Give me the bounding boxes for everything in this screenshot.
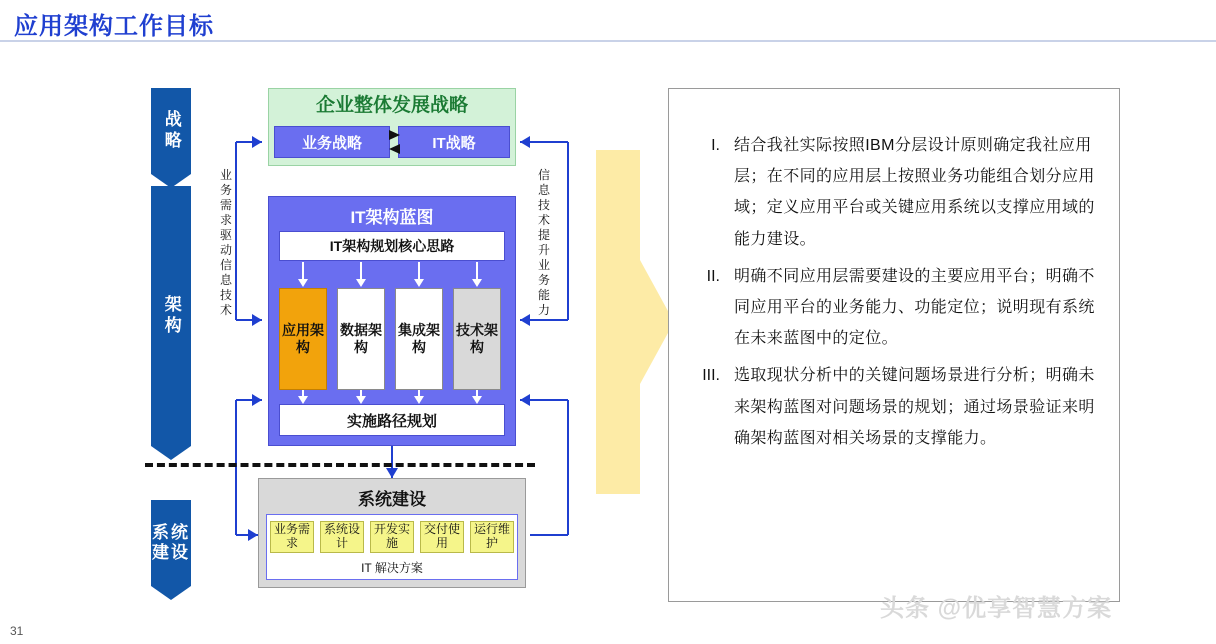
arch-connector-line: [302, 262, 304, 280]
system-construction-title: 系统建设: [358, 490, 426, 509]
arch-connector-arrow-icon: [414, 396, 424, 404]
system-step-delivery: 交付使用: [420, 521, 464, 553]
band-system: 系统建设: [151, 500, 191, 586]
strategy-box-title: 企业整体发展战略: [315, 95, 468, 116]
architecture-core-idea: IT架构规划核心思路: [279, 231, 505, 261]
arch-column-data: 数据架构: [337, 288, 385, 390]
strategy-it: IT战略: [398, 126, 510, 158]
list-item-numeral: II.: [706, 267, 720, 285]
list-item-numeral: I.: [711, 137, 720, 154]
system-step-operation: 运行维护: [470, 521, 514, 553]
strategy-bidirectional-arrows-icon: [386, 130, 402, 154]
arch-connector-arrow-icon: [472, 396, 482, 404]
side-label-left: 业务需求驱动信息技术: [219, 168, 232, 317]
arrow-right-icon: [389, 130, 400, 140]
arch-connector-arrow-icon: [298, 279, 308, 287]
list-item-text: 结合我社实际按照IBM分层设计原则确定我社应用层；在不同的应用层上按照业务功能组合划分应用域；定义应用平台或关键应用系统以支撑应用域的能力建设。: [734, 137, 1095, 248]
system-solution-label: IT 解决方案: [361, 561, 423, 575]
watermark: 头条 @优享智慧方案: [880, 595, 1113, 622]
arch-column-application: 应用架构: [279, 288, 327, 390]
arch-connector-line: [418, 262, 420, 280]
title-divider: [0, 40, 1216, 42]
list-item-text: 明确不同应用层需要建设的主要应用平台；明确不同应用平台的业务能力、功能定位；说明现有系统在未来蓝图中的定位。: [734, 267, 1095, 348]
list-item: [668, 261, 1120, 355]
page-number: 31: [10, 624, 24, 638]
strategy-business: 业务战略: [274, 126, 390, 158]
system-step-development: 开发实施: [370, 521, 414, 553]
band-architecture-tail: [151, 446, 191, 460]
list-item-numeral: III.: [702, 367, 720, 385]
yellow-arrow-icon: [596, 150, 674, 494]
arch-connector-arrow-icon: [356, 279, 366, 287]
band-system-tail: [151, 586, 191, 600]
side-label-right: 信息技术提升业务能力: [537, 168, 550, 317]
page-title: 应用架构工作目标: [14, 13, 214, 40]
arch-column-integration: 集成架构: [395, 288, 443, 390]
arrow-left-icon: [389, 144, 400, 154]
arch-connector-arrow-icon: [414, 279, 424, 287]
arch-connector-line: [476, 262, 478, 280]
arch-connector-arrow-icon: [298, 396, 308, 404]
arch-connector-arrow-icon: [472, 279, 482, 287]
architecture-blueprint-title: IT架构蓝图: [350, 208, 434, 227]
list-item-text: 选取现状分析中的关键问题场景进行分析；明确未来架构蓝图对问题场景的规划；通过场景验证来明确架构蓝图对相关场景的支撑能力。: [734, 367, 1095, 447]
list-item: [668, 360, 1120, 454]
arch-connector-arrow-icon: [356, 396, 366, 404]
arch-connector-line: [360, 262, 362, 280]
section-dashed-divider: [145, 463, 535, 467]
arch-column-technology: 技术架构: [453, 288, 501, 390]
band-architecture: 架构: [151, 186, 191, 446]
system-step-requirement: 业务需求: [270, 521, 314, 553]
list-item: [668, 130, 1120, 255]
implementation-path: 实施路径规划: [279, 404, 505, 436]
system-step-design: 系统设计: [320, 521, 364, 553]
band-strategy: 战略: [151, 88, 191, 174]
notes-list: [668, 130, 1120, 460]
